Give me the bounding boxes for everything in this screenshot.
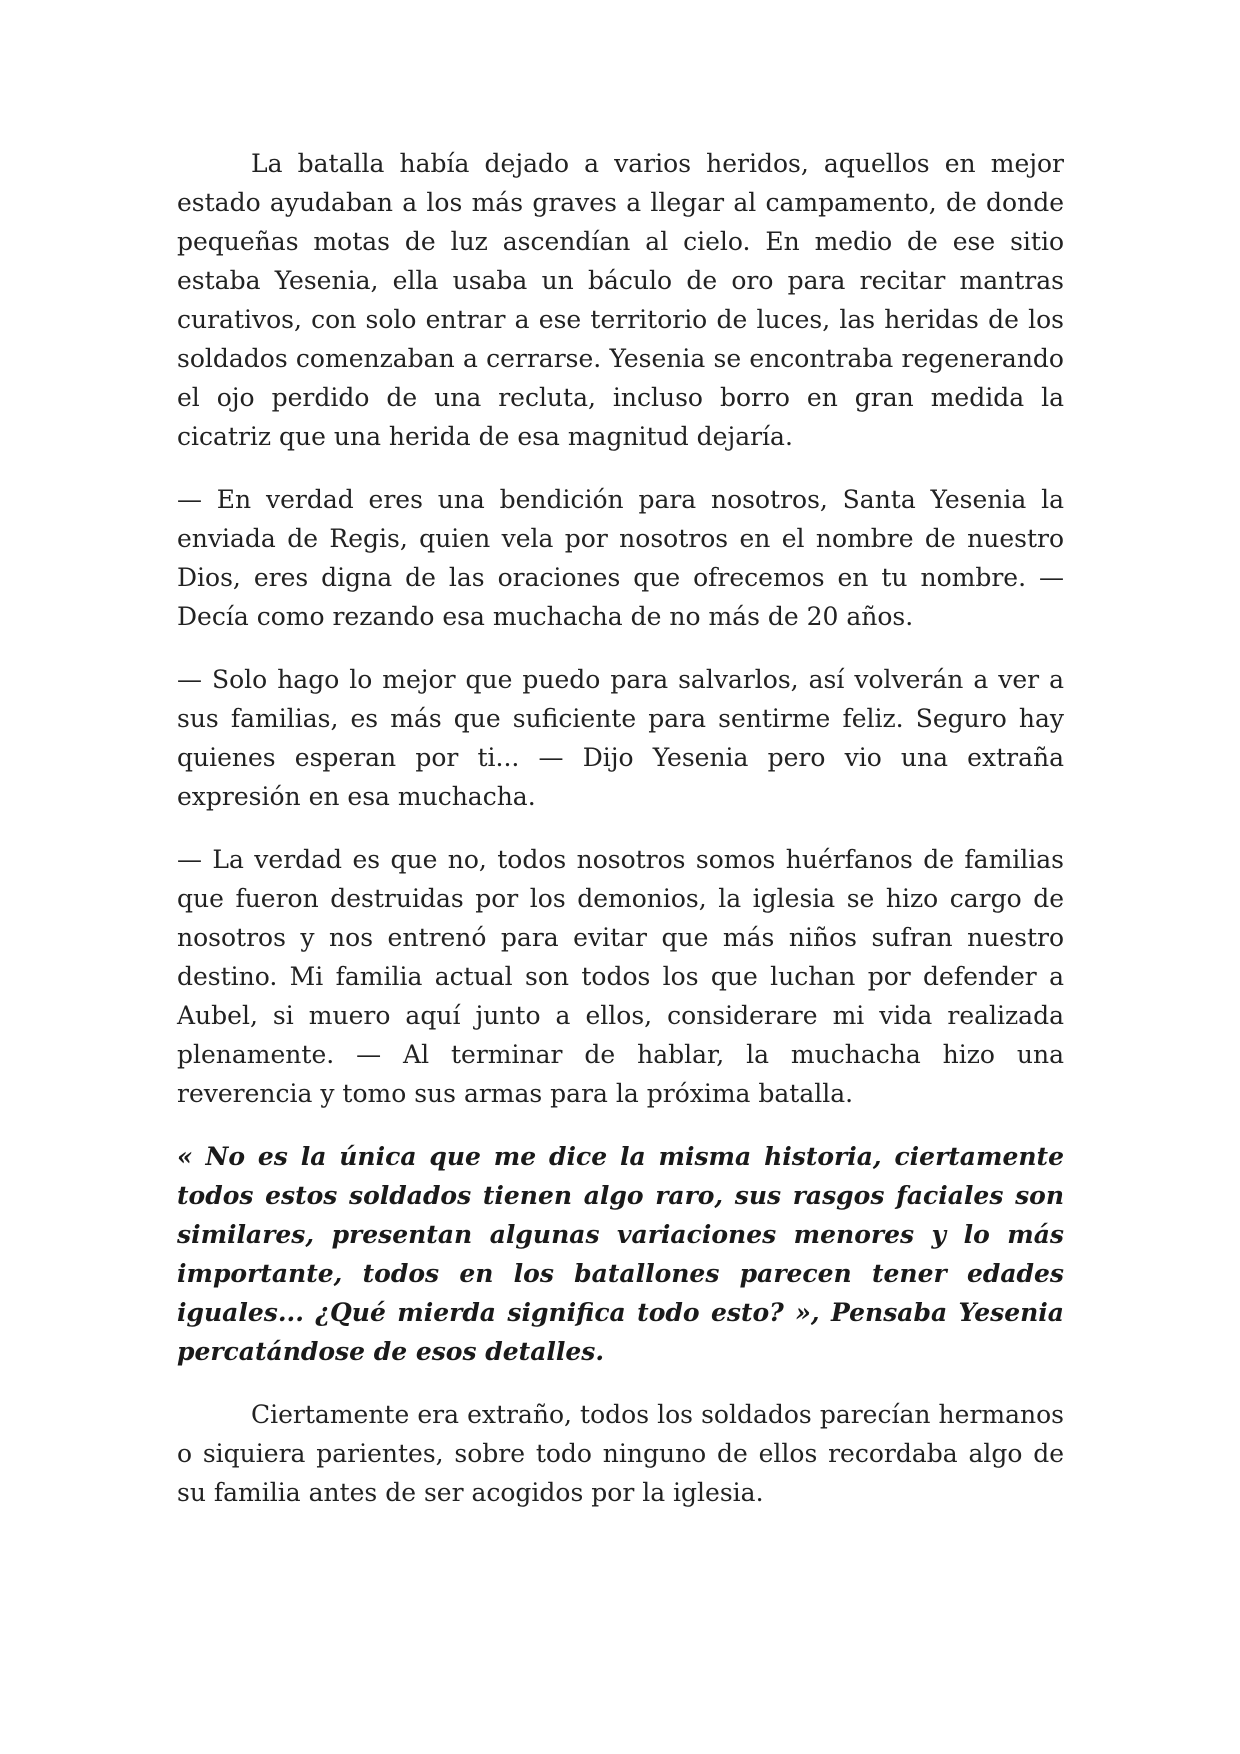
paragraph-narration-1: La batalla había dejado a varios heridos, aquellos en mejor estado ayudaban a los más graves a llegar al campamento, de donde pequeñas motas de luz ascendían al cielo. En medio de ese sitio estaba Yesenia, ella usaba un báculo de oro para recitar mantras curativos, con solo entrar a ese territorio de luces, las heridas de los soldados comenzaban a cerrarse. Yesenia se encontraba regenerando el ojo perdido de una recluta, incluso borro en gran medida la cicatriz que una herida de esa magnitud dejaría. bbox=[177, 149, 1064, 451]
paragraph-inner-thought: « No es la única que me dice la misma historia, ciertamente todos estos soldados tienen algo raro, sus rasgos faciales son similares, presentan algunas variaciones menores y lo más importante, todos en los batallones parecen tener edades iguales... ¿Qué mierda significa todo esto? », Pensaba Yesenia percatándose de esos detalles. bbox=[177, 1142, 1064, 1366]
paragraph-narration-2: Ciertamente era extraño, todos los soldados parecían hermanos o siquiera parientes, sobre todo ninguno de ellos recordaba algo de su familia antes de ser acogidos por la iglesia. bbox=[177, 1400, 1064, 1507]
paragraph-dialogue-2: — Solo hago lo mejor que puedo para salvarlos, así volverán a ver a sus familias, es más que suficiente para sentirme feliz. Seguro hay quienes esperan por ti... — Dijo Yesenia pero vio una extraña expresión en esa muchacha. bbox=[177, 665, 1064, 811]
paragraph-dialogue-3: — La verdad es que no, todos nosotros somos huérfanos de familias que fueron destruidas por los demonios, la iglesia se hizo cargo de nosotros y nos entrenó para evitar que más niños sufran nuestro destino. Mi familia actual son todos los que luchan por defender a Aubel, si muero aquí junto a ellos, considerare mi vida realizada plenamente. — Al terminar de hablar, la muchacha hizo una reverencia y tomo sus armas para la próxima batalla. bbox=[177, 845, 1064, 1108]
body-text bbox=[177, 144, 1064, 1536]
paragraph-dialogue-1: — En verdad eres una bendición para nosotros, Santa Yesenia la enviada de Regis, quien vela por nosotros en el nombre de nuestro Dios, eres digna de las oraciones que ofrecemos en tu nombre. — Decía como rezando esa muchacha de no más de 20 años. bbox=[177, 485, 1064, 631]
